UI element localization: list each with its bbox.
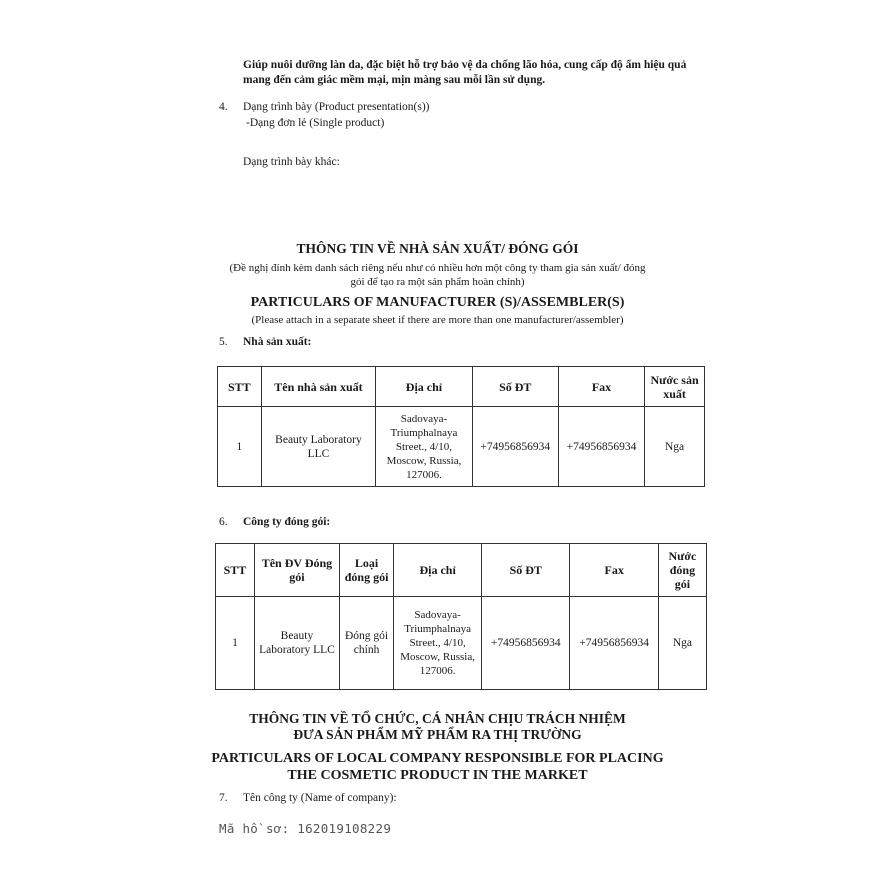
cell-stt: 1 — [216, 597, 255, 690]
cell-type: Đóng gói chính — [339, 597, 393, 690]
cell-country: Nga — [658, 597, 706, 690]
section7-label: Tên công ty (Name of company): — [243, 792, 397, 804]
manufacturer-table — [217, 366, 705, 487]
manufacturer-title-vi: THÔNG TIN VỀ NHÀ SẢN XUẤT/ ĐÓNG GÓI — [296, 241, 579, 256]
cell-address: Sadovaya-Triumphalnaya Street., 4/10, Moscow, Russia, 127006. — [394, 597, 482, 690]
col-header-address: Địa chỉ — [376, 367, 472, 407]
cell-phone: +74956856934 — [472, 407, 558, 487]
responsible-title-vi-2: ĐƯA SẢN PHẨM MỸ PHẨM RA THỊ TRƯỜNG — [293, 727, 582, 742]
col-header-name: Tên nhà sản xuất — [261, 367, 376, 407]
section5-label: Nhà sản xuất: — [243, 336, 312, 348]
cell-name: Beauty Laboratory LLC — [254, 597, 339, 690]
cell-address: Sadovaya-Triumphalnaya Street., 4/10, Moscow, Russia, 127006. — [376, 407, 472, 487]
col-header-fax: Fax — [570, 544, 658, 597]
cell-name: Beauty Laboratory LLC — [261, 407, 376, 487]
responsible-title-en-1: PARTICULARS OF LOCAL COMPANY RESPONSIBLE FOR PLACING — [211, 751, 664, 766]
col-header-address: Địa chỉ — [394, 544, 482, 597]
record-id: Mã hồ sơ: 162019108229 — [219, 821, 392, 836]
section4-number: 4. — [219, 101, 228, 113]
cell-country: Nga — [645, 407, 705, 487]
table-row — [216, 597, 707, 690]
section6-label: Công ty đóng gói: — [243, 516, 331, 528]
section5-number: 5. — [219, 336, 228, 348]
manufacturer-note-vi-2: gói để tạo ra một sản phẩm hoàn chỉnh) — [350, 276, 525, 288]
responsible-title-en-2: THE COSMETIC PRODUCT IN THE MARKET — [287, 768, 588, 783]
col-header-type: Loại đóng gói — [339, 544, 393, 597]
col-header-country: Nước sản xuất — [645, 367, 705, 407]
section7-number: 7. — [219, 792, 228, 804]
responsible-title-vi-1: THÔNG TIN VỀ TỔ CHỨC, CÁ NHÂN CHỊU TRÁCH NHIỆM — [249, 711, 626, 726]
section6-number: 6. — [219, 516, 228, 528]
cell-fax: +74956856934 — [570, 597, 658, 690]
intro-paragraph: Giúp nuôi dưỡng làn da, đặc biệt hỗ trợ bảo vệ da chống lão hóa, cung cấp độ ẩm hiệu quả mang đến cảm giác mềm mại, mịn màng sau mỗi lần sử dụng. — [243, 59, 687, 86]
cell-fax: +74956856934 — [558, 407, 644, 487]
section4-label: Dạng trình bày (Product presentation(s)) — [243, 101, 430, 113]
cell-phone: +74956856934 — [482, 597, 570, 690]
section4-value: -Dạng đơn lẻ (Single product) — [246, 117, 385, 129]
col-header-fax: Fax — [558, 367, 644, 407]
manufacturer-title-en: PARTICULARS OF MANUFACTURER (S)/ASSEMBLER(S) — [250, 295, 625, 310]
packager-table — [215, 543, 707, 690]
col-header-phone: Số ĐT — [482, 544, 570, 597]
manufacturer-note-en: (Please attach in a separate sheet if there are more than one manufacturer/assembler) — [251, 314, 624, 326]
col-header-stt: STT — [218, 367, 262, 407]
table-row — [218, 407, 705, 487]
manufacturer-note-vi-1: (Đề nghị đính kèm danh sách riêng nếu như có nhiều hơn một công ty tham gia sản xuất/ đóng — [229, 262, 646, 274]
cell-stt: 1 — [218, 407, 262, 487]
section4-other: Dạng trình bày khác: — [243, 156, 340, 168]
col-header-name: Tên ĐV Đóng gói — [254, 544, 339, 597]
col-header-stt: STT — [216, 544, 255, 597]
col-header-country: Nước đóng gói — [658, 544, 706, 597]
col-header-phone: Số ĐT — [472, 367, 558, 407]
